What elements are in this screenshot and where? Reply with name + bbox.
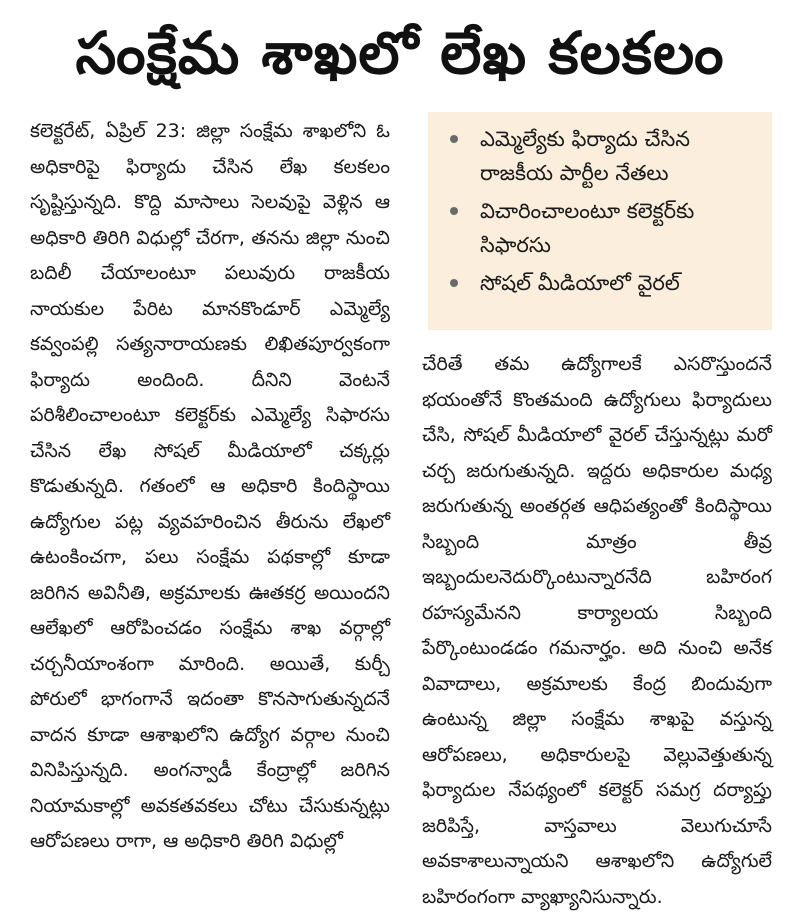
- highlight-item: [446, 122, 764, 190]
- bullet-icon: [450, 135, 458, 143]
- highlight-item: [446, 194, 764, 262]
- bullet-icon: [450, 207, 458, 215]
- highlight-text: విచారించాలంటూ కలెక్టర్‌కు సిఫారసు: [480, 199, 695, 257]
- headline: సంక్షేమ శాఖలో లేఖ కలకలం: [75, 19, 725, 87]
- highlight-item: [446, 266, 764, 300]
- bullet-icon: [450, 279, 458, 287]
- highlight-text: సోషల్‌ మీడియాలో వైరల్‌: [480, 271, 680, 295]
- highlights-box: [428, 112, 772, 330]
- article-body-left-column: కలెక్టరేట్‌, ఏప్రిల్‌ 23: జిల్లా సంక్షేమ శాఖలోని ఓ అధికారిపై ఫిర్యాదు చేసిన లేఖ కలకలం సృష్టిస్తున్నది. కొద్ది మాసాలు సెలవుపై వెళ్లిన ఆ అధికారి తిరిగి విధుల్లో చేరగా, తనను జిల్లా నుంచి బదిలీ చేయాలంటూ పలువురు రాజకీయ నాయకుల పేరిట మానకొండూర్‌ ఎమ్మెల్యే కవ్వంపల్లి సత్యనారాయణకు లిఖితపూర్వకంగా ఫిర్యాదు అందింది. దీనిని వెంటనే పరిశీలించాలంటూ కలెక్టర్‌కు ఎమ్మెల్యే సిఫారసు చేసిన లేఖ సోషల్‌ మీడియాలో చక్కర్లు కొడుతున్నది. గతంలో ఆ అధికారి కిందిస్థాయి ఉద్యోగుల పట్ల వ్యవహరించిన తీరును లేఖలో ఉటంకించగా, పలు సంక్షేమ పథకాల్లో కూడా జరిగిన అవినీతి, అక్రమాలకు ఊతకర్ర అయిందని ఆలేఖలో ఆరోపించడం సంక్షేమ శాఖ వర్గాల్లో చర్చనీయాంశంగా మారింది. అయితే, కుర్చీ పోరులో భాగంగానే ఇదంతా కొనసాగుతున్నదనే వాదన కూడా ఆశాఖలోని ఉద్యోగ వర్గాల నుంచి వినిపిస్తున్నది. అంగన్వాడీ కేంద్రాల్లో జరిగిన నియామకాల్లో అవకతవకలు చోటు చేసుకున్నట్లు ఆరోపణలు రాగా, ఆ అధికారి తిరిగి విధుల్లో: [30, 120, 390, 852]
- article-body-right-column: చేరితే తమ ఉద్యోగాలకే ఎసరొస్తుందనే భయంతోనే కొంతమంది ఉద్యోగులు ఫిర్యాదులు చేసి, సోషల్‌ మీడియాలో వైరల్‌ చేస్తున్నట్లు మరో చర్చ జరుగుతున్నది. ఇద్దరు అధికారుల మధ్య జరుగుతున్న అంతర్గత ఆధిపత్యంతో కిందిస్థాయి సిబ్బంది మాత్రం తీవ్ర ఇబ్బందులనెదుర్కొంటున్నారనేది బహిరంగ రహస్యమేనని కార్యాలయ సిబ్బంది పేర్కొంటుండడం గమనార్హం. అది నుంచి అనేక వివాదాలు, అక్రమాలకు కేంద్ర బిందువుగా ఉంటున్న జిల్లా సంక్షేమ శాఖపై వస్తున్న ఆరోపణలు, అధికారులపై వెల్లువెత్తుతున్న ఫిర్యాదుల నేపథ్యంలో కలెక్టర్‌ సమగ్ర దర్యాప్తు జరిపిస్తే, వాస్తవాలు వెలుగుచూసే అవకాశాలున్నాయని ఆశాఖలోని ఉద్యోగులే బహిరంగంగా వ్యాఖ్యానిసున్నారు.: [422, 353, 772, 908]
- highlight-text: ఎమ్మెల్యేకు ఫిర్యాదు చేసిన రాజకీయ పార్టీల నేతలు: [480, 127, 690, 185]
